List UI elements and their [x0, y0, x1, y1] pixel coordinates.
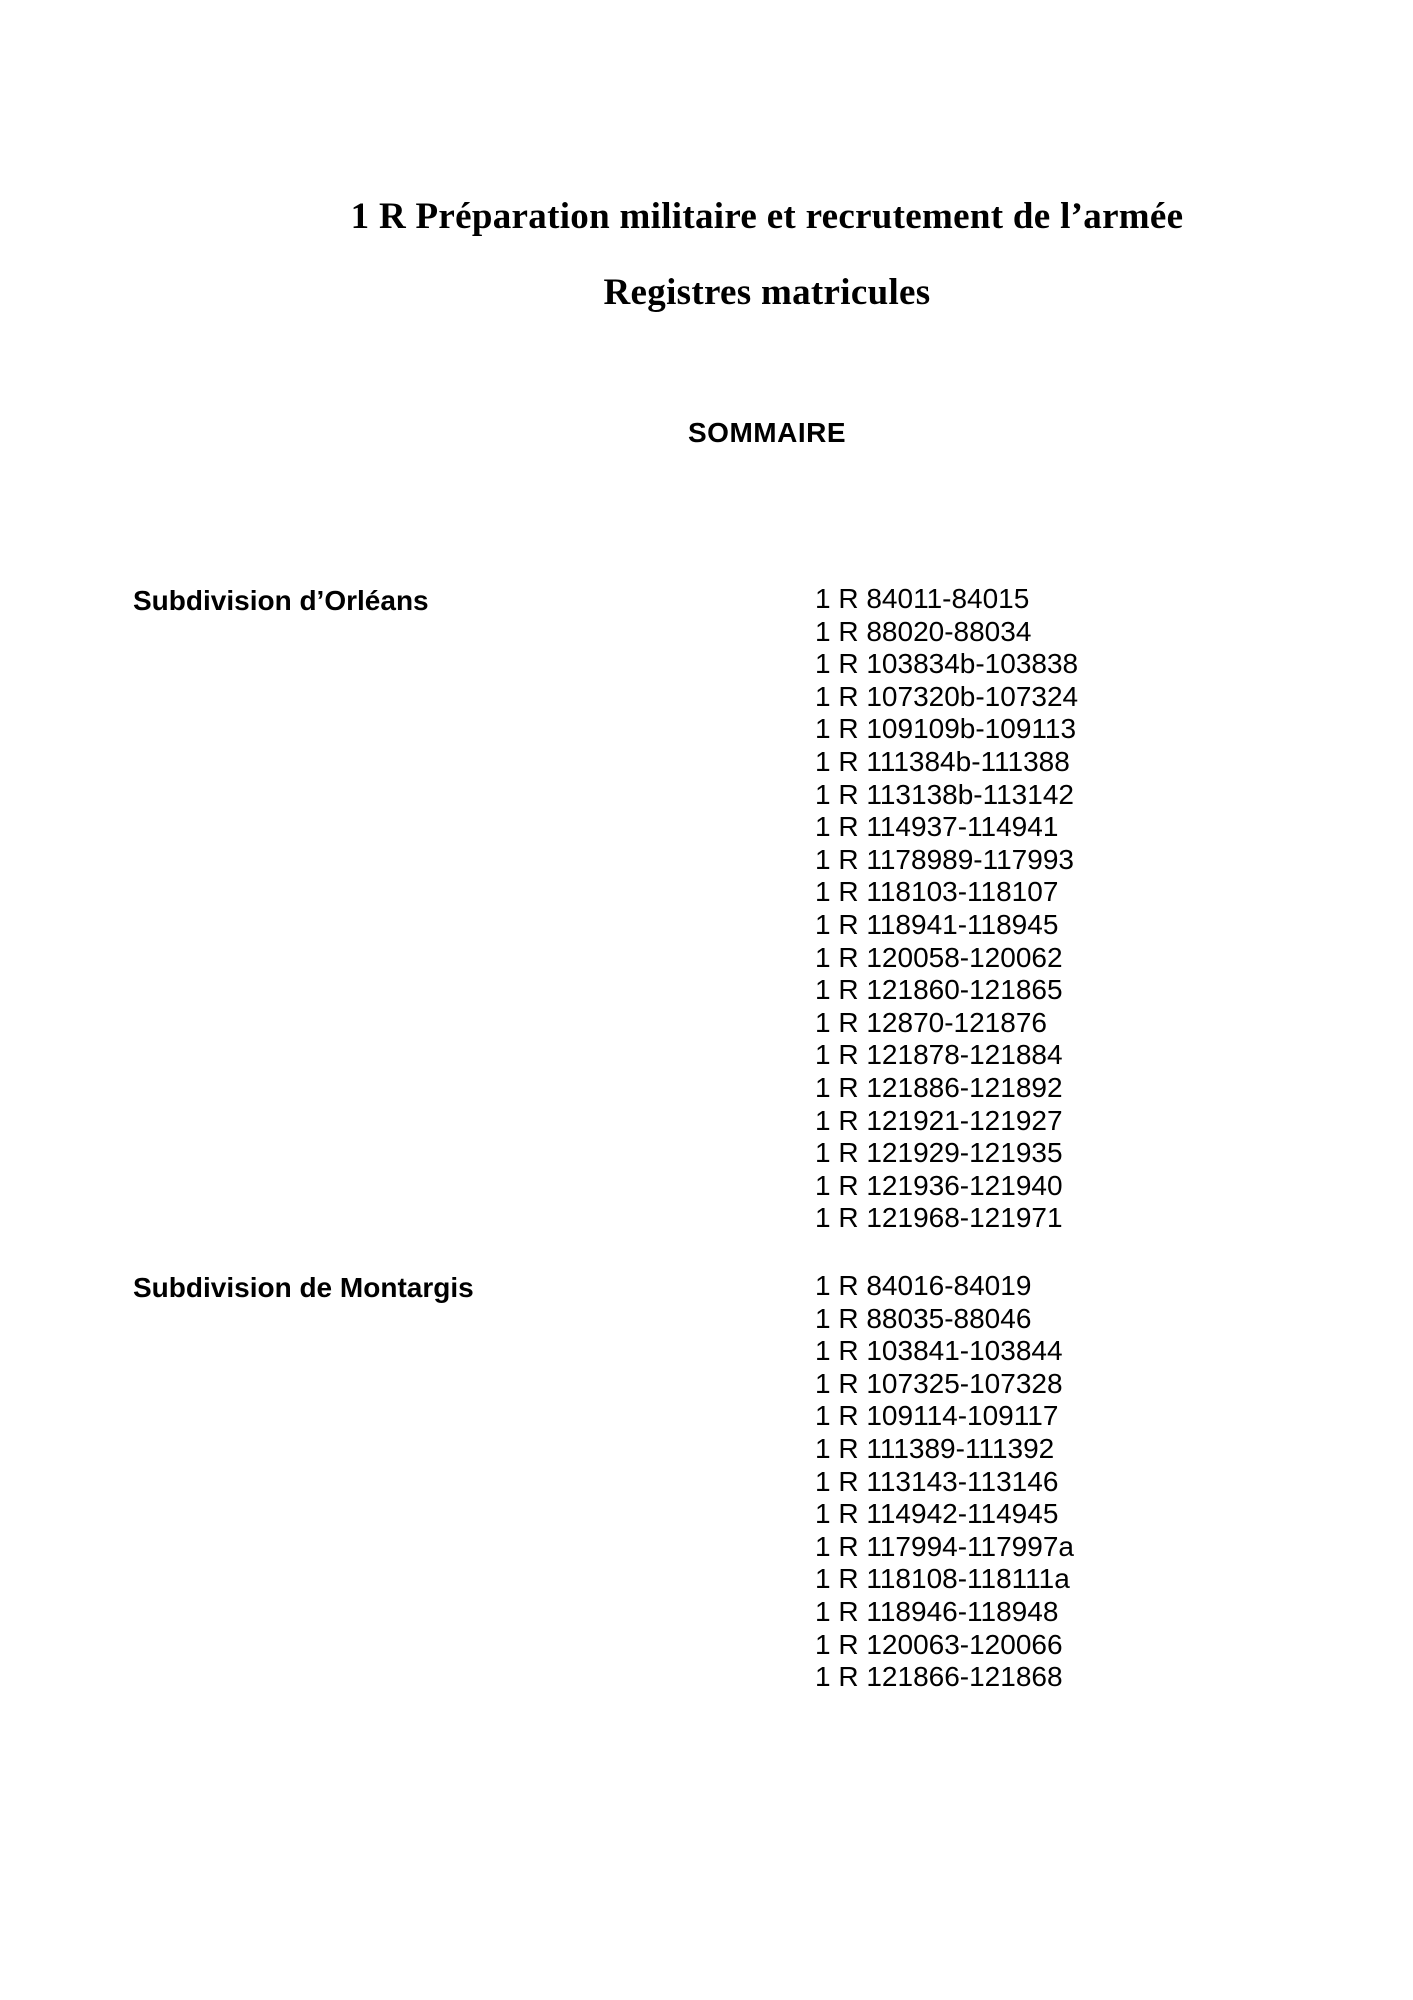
subdivision-heading: Subdivision de Montargis	[133, 1272, 474, 1303]
reference-item: 1 R 88020-88034	[815, 615, 1032, 647]
reference-item: 1 R 107320b-107324	[815, 680, 1079, 712]
document-title-line2: Registres matricules	[603, 272, 931, 313]
reference-item: 1 R 121878-121884	[815, 1039, 1063, 1071]
reference-item: 1 R 118941-118945	[815, 908, 1059, 940]
reference-item: 1 R 103834b-103838	[815, 648, 1079, 680]
reference-item: 1 R 109114-109117	[815, 1400, 1059, 1432]
document-title-line1: 1 R Préparation militaire et recrutement de l’armée	[350, 196, 1184, 237]
reference-item: 1 R 103841-103844	[815, 1335, 1063, 1367]
reference-list	[815, 583, 1078, 1235]
reference-item: 1 R 121936-121940	[815, 1169, 1063, 1201]
reference-item: 1 R 113138b-113142	[815, 778, 1074, 810]
reference-item: 1 R 121886-121892	[815, 1071, 1063, 1103]
reference-item: 1 R 117994-117997a	[815, 1530, 1074, 1562]
reference-item: 1 R 118108-118111a	[815, 1563, 1070, 1595]
reference-item: 1 R 114942-114945	[815, 1498, 1059, 1530]
reference-item: 1 R 118946-118948	[815, 1595, 1059, 1627]
reference-item: 1 R 111384b-111388	[815, 745, 1070, 777]
subdivision-section	[133, 1270, 1383, 1693]
reference-item: 1 R 121860-121865	[815, 974, 1063, 1006]
reference-item: 1 R 12870-121876	[815, 1006, 1047, 1038]
reference-item: 1 R 109109b-109113	[815, 713, 1077, 745]
reference-item: 1 R 84016-84019	[815, 1270, 1032, 1301]
reference-item: 1 R 107325-107328	[815, 1367, 1063, 1399]
reference-item: 1 R 88035-88046	[815, 1302, 1032, 1334]
reference-item: 1 R 121968-121971	[815, 1202, 1063, 1234]
reference-item: 1 R 1178989-117993	[815, 843, 1074, 875]
subdivision-section	[133, 583, 1383, 1234]
reference-item: 1 R 118103-118107	[815, 876, 1059, 908]
reference-item: 1 R 121921-121927	[815, 1104, 1063, 1136]
reference-item: 1 R 121866-121868	[815, 1661, 1063, 1693]
reference-item: 1 R 113143-113146	[815, 1465, 1059, 1497]
reference-item: 1 R 120058-120062	[815, 941, 1063, 973]
reference-item: 1 R 120063-120066	[815, 1628, 1063, 1660]
reference-item: 1 R 114937-114941	[815, 811, 1059, 843]
reference-item: 1 R 84011-84015	[815, 583, 1030, 614]
summary-heading: SOMMAIRE	[688, 417, 846, 448]
reference-item: 1 R 121929-121935	[815, 1137, 1063, 1169]
reference-item: 1 R 111389-111392	[815, 1432, 1055, 1464]
reference-list	[815, 1270, 1074, 1694]
subdivision-heading: Subdivision d’Orléans	[133, 585, 429, 616]
